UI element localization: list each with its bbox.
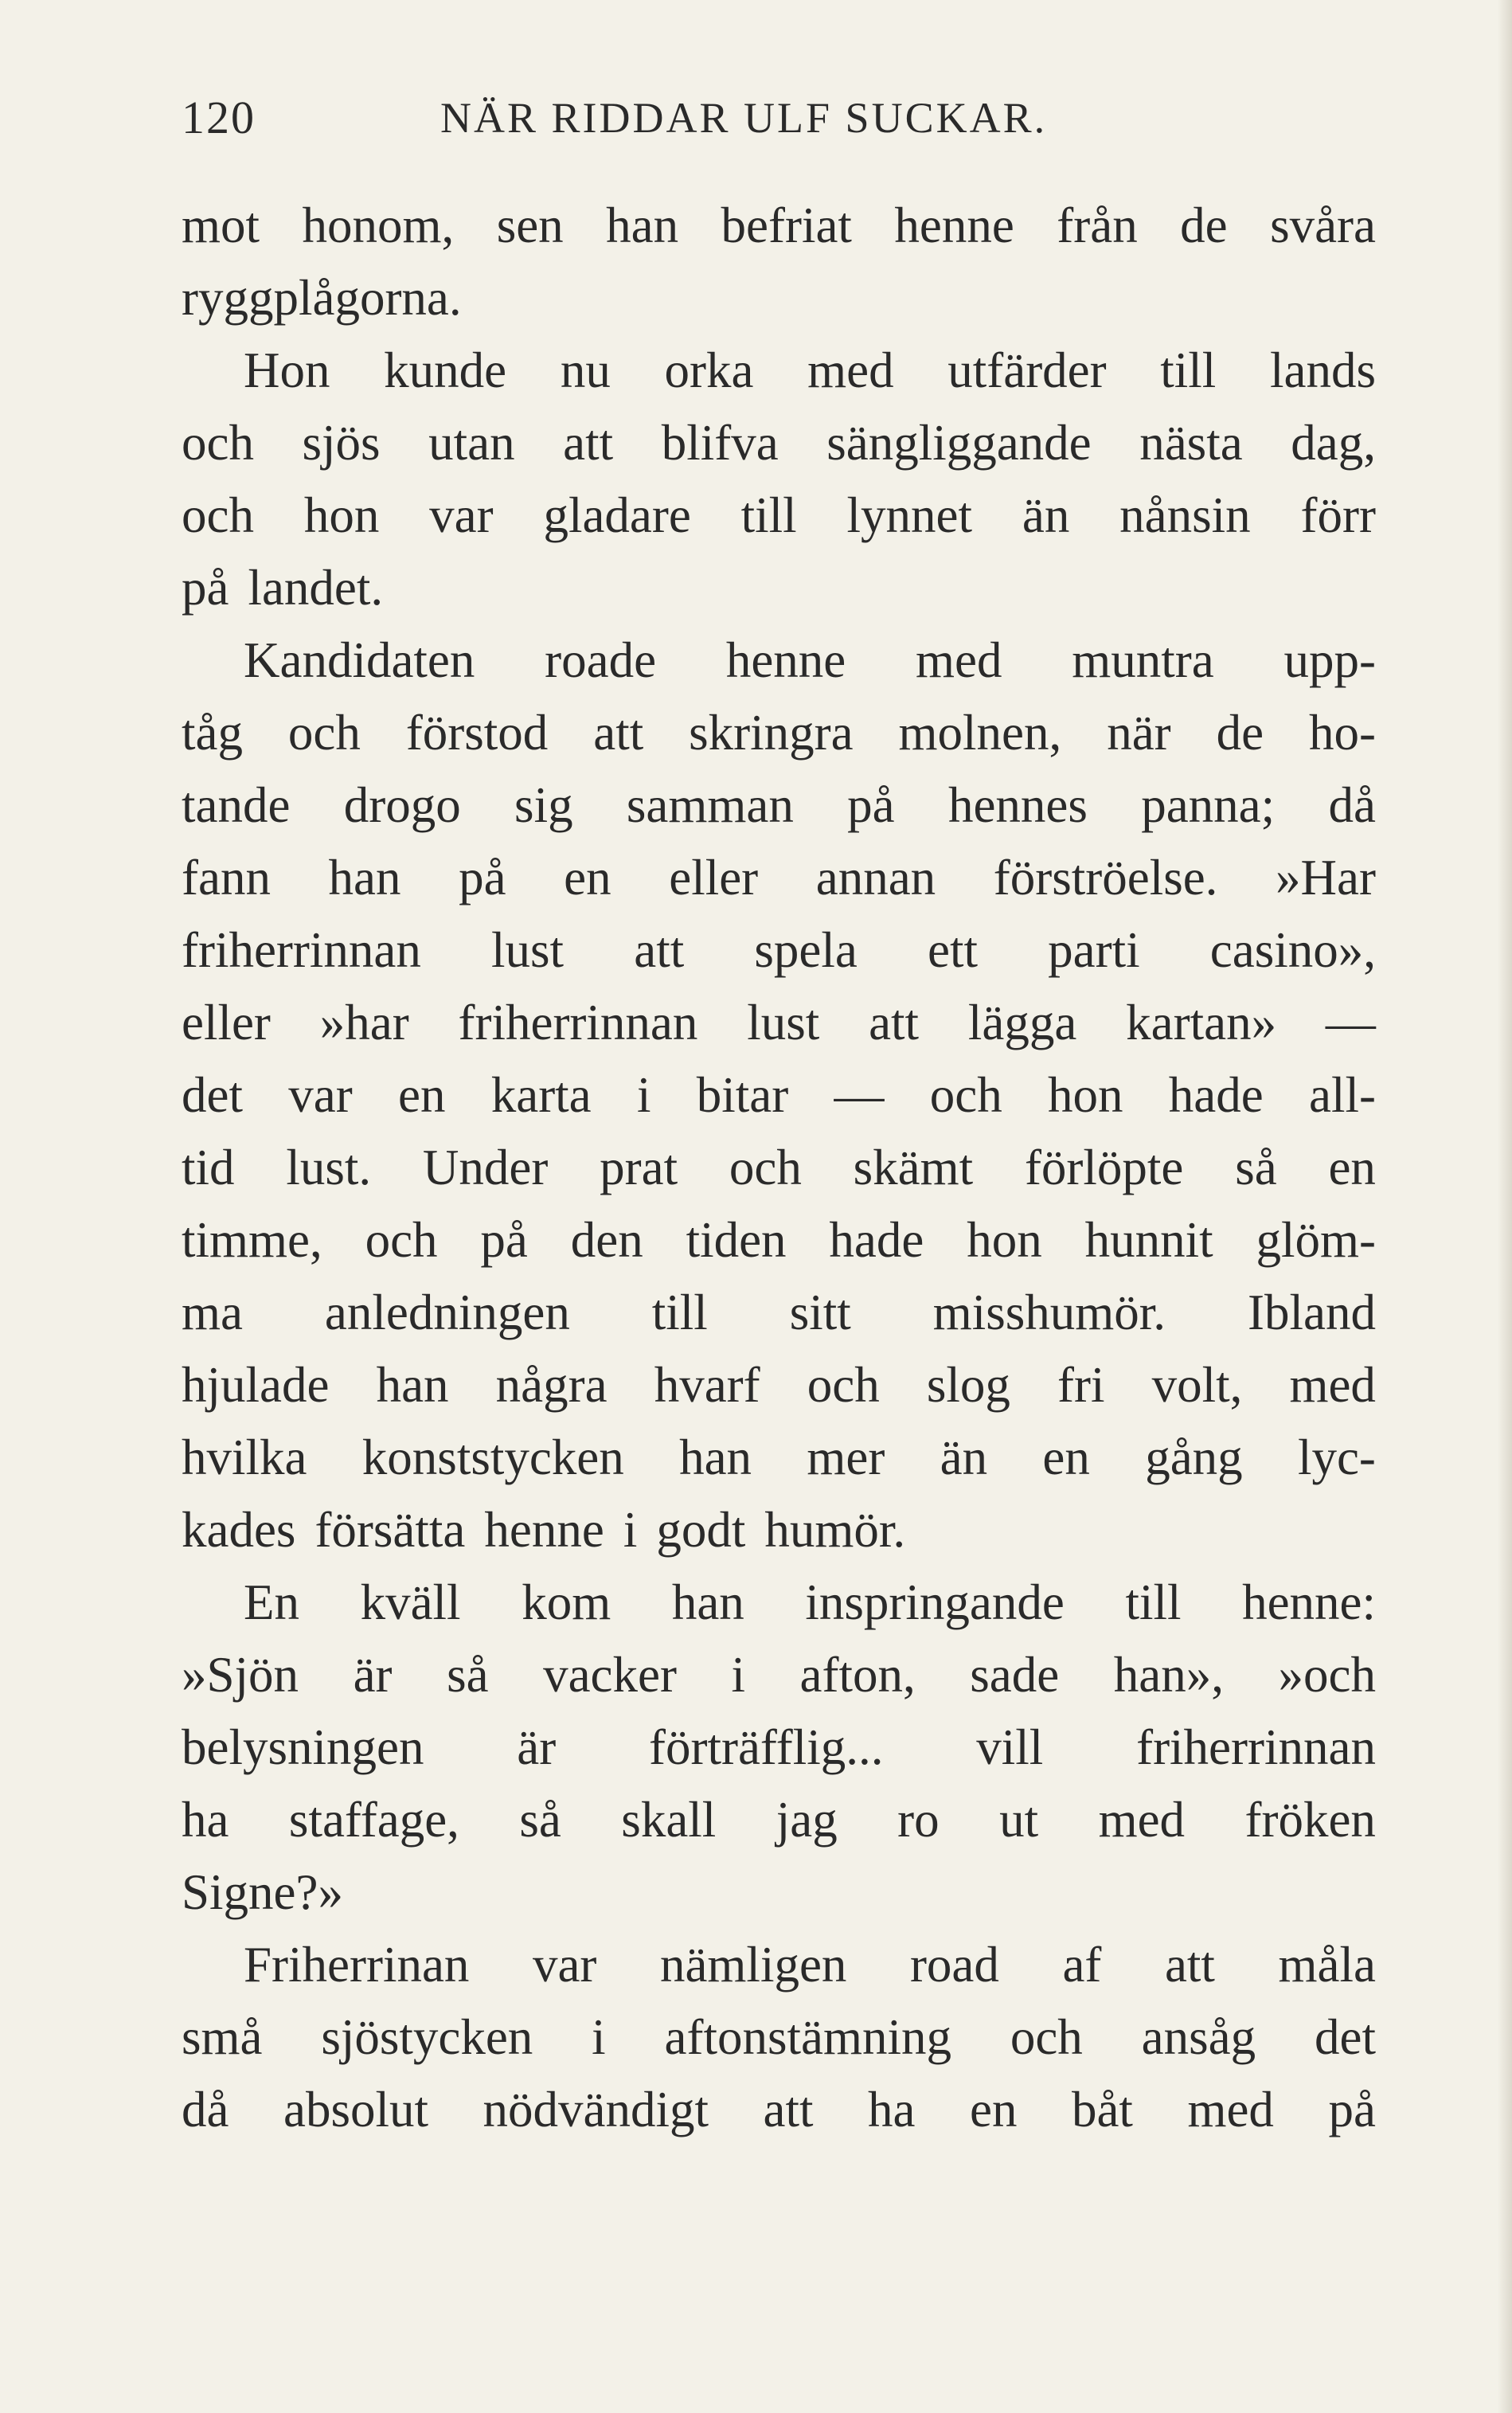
word: absolut — [283, 2082, 428, 2137]
word: till — [1125, 1574, 1182, 1630]
word: sjöstycken — [321, 2009, 533, 2065]
text-line — [182, 1494, 1376, 1566]
word: han — [671, 1574, 744, 1630]
word: sade — [970, 1647, 1060, 1703]
word: lyc- — [1297, 1429, 1376, 1485]
word: att — [634, 922, 685, 978]
text-line — [182, 1929, 1376, 2001]
word: mot — [182, 197, 260, 253]
word: då — [182, 2082, 229, 2137]
word: muntra — [1072, 632, 1214, 688]
word: var — [429, 487, 494, 543]
word: och — [1010, 2009, 1083, 2065]
word: En — [244, 1574, 299, 1630]
text-line — [182, 1639, 1376, 1711]
running-head — [182, 86, 1376, 150]
text-line — [182, 769, 1376, 842]
word: på — [182, 560, 229, 616]
word: »Har — [1276, 850, 1376, 905]
word: fröken — [1244, 1792, 1376, 1848]
word: nämligen — [659, 1937, 847, 1993]
word: Under — [422, 1140, 549, 1195]
word: med — [1187, 2082, 1274, 2137]
word: mer — [807, 1429, 885, 1485]
word: hade — [1168, 1067, 1264, 1123]
word: är — [353, 1647, 393, 1703]
word: staffage, — [288, 1792, 459, 1848]
word: så — [1235, 1140, 1277, 1195]
word: ma — [182, 1285, 243, 1340]
word: gladare — [543, 487, 691, 543]
word: tåg — [182, 705, 243, 761]
word: på — [459, 850, 506, 905]
word: lands — [1269, 342, 1376, 398]
word: hon — [967, 1212, 1042, 1268]
word: så — [519, 1792, 561, 1848]
text-line — [182, 1566, 1376, 1639]
word: misshumör. — [932, 1285, 1166, 1340]
word: landet. — [248, 560, 384, 616]
word: när — [1107, 705, 1171, 761]
word: ett — [928, 922, 978, 978]
word: eller — [182, 995, 271, 1050]
word: är — [517, 1719, 557, 1775]
word: försätta — [315, 1502, 466, 1558]
word: ha — [182, 1792, 229, 1848]
word: han — [376, 1357, 449, 1413]
word: panna; — [1141, 777, 1276, 833]
word: och — [365, 1212, 438, 1268]
word: orka — [664, 342, 754, 398]
word: konststycken — [361, 1429, 624, 1485]
body-text — [182, 190, 1376, 2146]
word: Kandidaten — [244, 632, 475, 688]
word: gång — [1145, 1429, 1243, 1485]
text-line — [182, 1204, 1376, 1277]
word: vill — [976, 1719, 1044, 1775]
word: humör. — [764, 1502, 906, 1558]
word: timme, — [182, 1212, 322, 1268]
text-line — [182, 987, 1376, 1059]
word: måla — [1278, 1937, 1376, 1993]
word: eller — [669, 850, 759, 905]
word: roade — [545, 632, 657, 688]
word: och — [287, 705, 361, 761]
word: hon — [303, 487, 380, 543]
word: ro — [897, 1792, 940, 1848]
word: det — [1314, 2009, 1376, 2065]
word: en — [1042, 1429, 1090, 1485]
word: slog — [926, 1357, 1010, 1413]
word: honom, — [302, 197, 455, 253]
word: hvarf — [654, 1357, 760, 1413]
word: annan — [815, 850, 936, 905]
word: då — [1328, 777, 1376, 833]
word: all- — [1309, 1067, 1376, 1123]
word: af — [1062, 1937, 1102, 1993]
word: hunnit — [1084, 1212, 1213, 1268]
word: drogo — [343, 777, 461, 833]
word: en — [564, 850, 611, 905]
word: spela — [754, 922, 858, 978]
word: kom — [522, 1574, 611, 1630]
word: hade — [829, 1212, 924, 1268]
word: Signe?» — [182, 1864, 343, 1920]
text-line — [182, 1856, 1376, 1929]
word: hon — [1048, 1067, 1123, 1123]
word: — — [834, 1067, 885, 1123]
word: glöm- — [1256, 1212, 1376, 1268]
word: några — [495, 1357, 608, 1413]
word: kartan» — [1126, 995, 1277, 1050]
word: friherrinnan — [182, 922, 421, 978]
word: på — [480, 1212, 528, 1268]
word: »Sjön — [182, 1647, 299, 1703]
text-line — [182, 1132, 1376, 1204]
word: fann — [182, 850, 271, 905]
word: båt — [1071, 2082, 1133, 2137]
word: belysningen — [182, 1719, 424, 1775]
word: en — [397, 1067, 446, 1123]
word: förträfflig... — [649, 1719, 884, 1775]
word: att — [869, 995, 920, 1050]
word: till — [651, 1285, 708, 1340]
word: att — [763, 2082, 814, 2137]
word: skall — [621, 1792, 717, 1848]
word: lust — [491, 922, 565, 978]
word: i — [623, 1502, 638, 1558]
word: henne — [725, 632, 846, 688]
word: var — [532, 1937, 597, 1993]
word: road — [909, 1937, 999, 1993]
word: utan — [428, 415, 515, 471]
word: karta — [490, 1067, 592, 1123]
word: Ibland — [1248, 1285, 1376, 1340]
word: »har — [319, 995, 409, 1050]
word: kunde — [384, 342, 507, 398]
word: upp- — [1283, 632, 1376, 688]
word: skämt — [853, 1140, 974, 1195]
word: att — [593, 705, 644, 761]
word: jag — [776, 1792, 838, 1848]
text-line — [182, 479, 1376, 552]
word: bitar — [696, 1067, 789, 1123]
word: casino», — [1209, 922, 1376, 978]
word: lägga — [967, 995, 1077, 1050]
word: i — [592, 2009, 606, 2065]
word: tid — [182, 1140, 235, 1195]
word: hjulade — [182, 1357, 330, 1413]
word: än — [940, 1429, 988, 1485]
text-line — [182, 1277, 1376, 1349]
word: de — [1180, 197, 1228, 253]
word: en — [1328, 1140, 1376, 1195]
word: hvilka — [182, 1429, 307, 1485]
word: prat — [600, 1140, 678, 1195]
word: med — [1289, 1357, 1376, 1413]
word: på — [1328, 2082, 1376, 2137]
text-line — [182, 552, 1376, 624]
word: han — [328, 850, 401, 905]
word: blifva — [661, 415, 779, 471]
word: än — [1022, 487, 1070, 543]
word: fri — [1057, 1357, 1105, 1413]
word: till — [1160, 342, 1217, 398]
text-line — [182, 334, 1376, 407]
text-line — [182, 1349, 1376, 1422]
word: afton, — [799, 1647, 916, 1703]
word: friherrinnan — [1136, 1719, 1376, 1775]
word: till — [740, 487, 797, 543]
word: volt, — [1151, 1357, 1243, 1413]
word: inspringande — [805, 1574, 1065, 1630]
word: förr — [1300, 487, 1376, 543]
word: från — [1057, 197, 1138, 253]
word: tande — [182, 777, 291, 833]
text-line — [182, 697, 1376, 769]
word: förlöpte — [1024, 1140, 1184, 1195]
word: de — [1216, 705, 1264, 761]
text-line — [182, 190, 1376, 262]
word: parti — [1048, 922, 1140, 978]
word: i — [731, 1647, 745, 1703]
word: »och — [1278, 1647, 1376, 1703]
text-line — [182, 1784, 1376, 1856]
word: med — [807, 342, 894, 398]
text-line — [182, 1711, 1376, 1784]
word: så — [447, 1647, 489, 1703]
word: att — [563, 415, 614, 471]
page-edge — [1498, 0, 1512, 2413]
word: han — [679, 1429, 752, 1485]
word: nu — [560, 342, 611, 398]
word: sitt — [789, 1285, 851, 1340]
word: med — [1098, 1792, 1186, 1848]
running-title: NÄR RIDDAR ULF SUCKAR. — [440, 94, 1048, 142]
text-line — [182, 624, 1376, 697]
word: med — [916, 632, 1002, 688]
word: vacker — [543, 1647, 677, 1703]
word: befriat — [721, 197, 852, 253]
word: sängliggande — [826, 415, 1092, 471]
word: nånsin — [1119, 487, 1251, 543]
word: lust — [747, 995, 820, 1050]
text-line — [182, 2001, 1376, 2074]
word: Friherrinan — [244, 1937, 470, 1993]
word: och — [807, 1357, 880, 1413]
word: ut — [999, 1792, 1039, 1848]
word: på — [847, 777, 895, 833]
word: och — [729, 1140, 802, 1195]
word: ryggplågorna. — [182, 270, 462, 326]
word: henne: — [1242, 1574, 1376, 1630]
word: en — [969, 2082, 1018, 2137]
word: henne — [484, 1502, 604, 1558]
word: molnen, — [898, 705, 1062, 761]
word: nödvändigt — [483, 2082, 709, 2137]
word: dag, — [1291, 415, 1376, 471]
word: — — [1325, 995, 1376, 1050]
text-line — [182, 407, 1376, 479]
word: tiden — [686, 1212, 787, 1268]
word: Hon — [244, 342, 330, 398]
word: i — [636, 1067, 651, 1123]
word: kades — [182, 1502, 296, 1558]
text-line — [182, 1422, 1376, 1494]
word: sig — [514, 777, 573, 833]
word: samman — [626, 777, 794, 833]
word: hennes — [947, 777, 1088, 833]
word: kväll — [360, 1574, 461, 1630]
word: det — [182, 1067, 243, 1123]
word: godt — [656, 1502, 746, 1558]
word: var — [288, 1067, 353, 1123]
word: sen — [496, 197, 564, 253]
word: skringra — [689, 705, 854, 761]
word: förströelse. — [993, 850, 1218, 905]
word: och — [182, 487, 254, 543]
page-number: 120 — [182, 92, 256, 143]
word: svåra — [1270, 197, 1376, 253]
word: lust. — [286, 1140, 372, 1195]
text-line — [182, 842, 1376, 914]
word: ha — [868, 2082, 916, 2137]
word: den — [570, 1212, 643, 1268]
word: han — [606, 197, 679, 253]
word: ansåg — [1141, 2009, 1256, 2065]
word: sjös — [302, 415, 381, 471]
word: aftonstämning — [664, 2009, 951, 2065]
word: och — [929, 1067, 1002, 1123]
word: nästa — [1139, 415, 1243, 471]
text-line — [182, 2074, 1376, 2146]
word: anledningen — [324, 1285, 570, 1340]
word: förstod — [405, 705, 549, 761]
word: friherrinnan — [458, 995, 698, 1050]
word: att — [1164, 1937, 1215, 1993]
word: han», — [1113, 1647, 1224, 1703]
word: små — [182, 2009, 263, 2065]
text-line — [182, 262, 1376, 334]
word: henne — [894, 197, 1014, 253]
word: och — [182, 415, 254, 471]
word: ho- — [1309, 705, 1376, 761]
text-line — [182, 914, 1376, 987]
word: lynnet — [846, 487, 973, 543]
word: utfärder — [947, 342, 1107, 398]
text-line — [182, 1059, 1376, 1132]
